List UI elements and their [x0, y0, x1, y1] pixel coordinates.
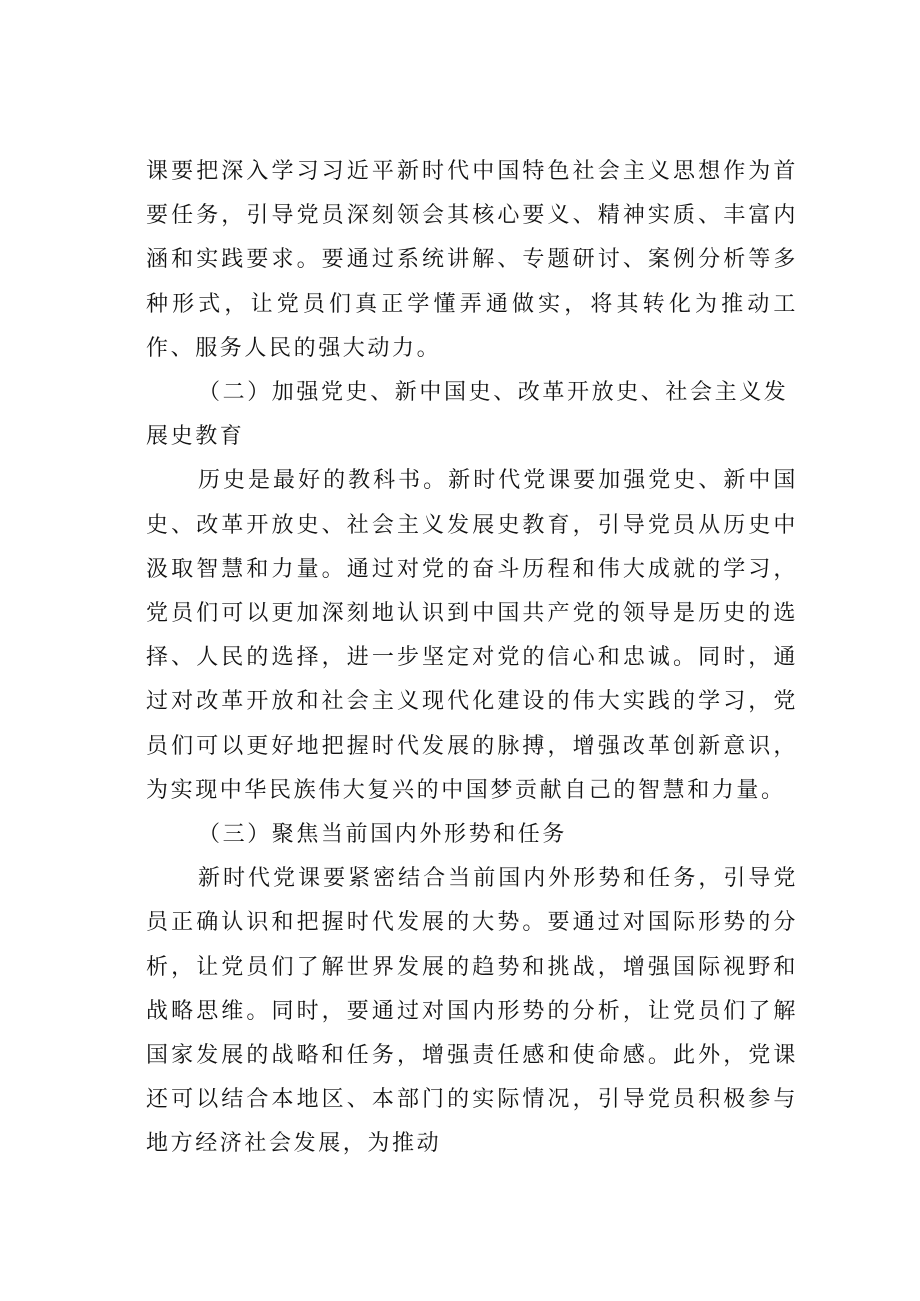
paragraph-history-education: 历史是最好的教科书。新时代党课要加强党史、新中国史、改革开放史、社会主义发展史教育，引导党员从历史中汲取智慧和力量。通过对党的奋斗历程和伟大成就的学习，党员们可以更加深刻地认识到中国共产党的领导是历史的选择、人民的选择，进一步坚定对党的信心和忠诚。同时，通过对改革开放和社会主义现代化建设的伟大实践的学习，党员们可以更好地把握时代发展的脉搏，增强改革创新意识，为实现中华民族伟大复兴的中国梦贡献自己的智慧和力量。 [146, 468, 798, 803]
section-heading-2: （二）加强党史、新中国史、改革开放史、社会主义发展史教育 [146, 380, 789, 450]
paragraph-continuation: 课要把深入学习习近平新时代中国特色社会主义思想作为首要任务，引导党员深刻领会其核心要义、精神实质、丰富内涵和实践要求。要通过系统讲解、专题研讨、案例分析等多种形式，让党员们真正学懂弄通做实，将其转化为推动工作、服务人民的强大动力。 [146, 159, 798, 361]
document-page [146, 150, 798, 1167]
paragraph-current-situation: 新时代党课要紧密结合当前国内外形势和任务，引导党员正确认识和把握时代发展的大势。要通过对国际形势的分析，让党员们了解世界发展的趋势和挑战，增强国际视野和战略思维。同时，要通过对国内形势的分析，让党员们了解国家发展的战略和任务，增强责任感和使命感。此外，党课还可以结合本地区、本部门的实际情况，引导党员积极参与地方经济社会发展，为推动 [146, 866, 798, 1157]
section-heading-3: （三）聚焦当前国内外形势和任务 [198, 822, 568, 848]
